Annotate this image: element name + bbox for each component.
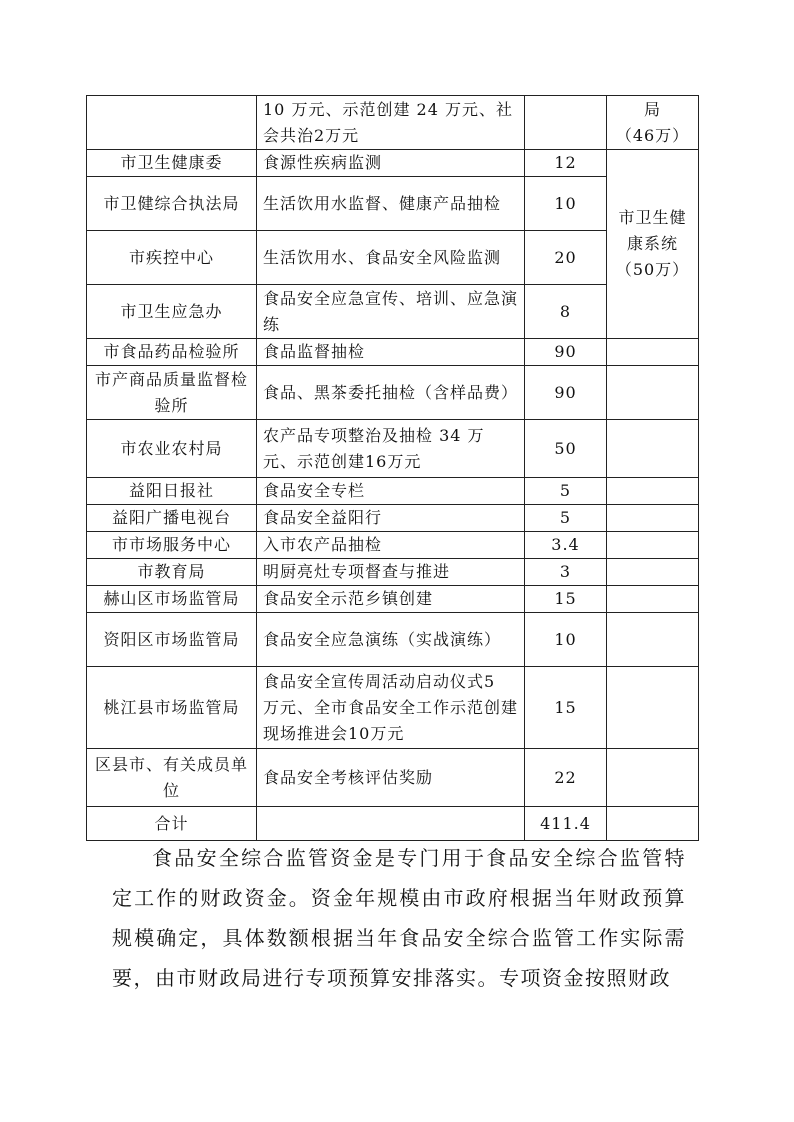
content-cell: 食品安全应急演练（实战演练） [257,613,525,667]
content-cell: 食品安全专栏 [257,478,525,505]
unit-cell: 资阳区市场监管局 [87,613,257,667]
table-row [87,339,699,366]
group-cell [607,559,699,586]
unit-cell: 益阳日报社 [87,478,257,505]
content-cell [257,807,525,841]
unit-cell: 市教育局 [87,559,257,586]
table-row [87,532,699,559]
amount-cell: 3.4 [525,532,607,559]
unit-cell: 市疾控中心 [87,231,257,285]
group-cell [607,532,699,559]
amount-cell: 50 [525,420,607,478]
group-cell [607,420,699,478]
amount-cell: 90 [525,366,607,420]
unit-cell: 市产商品质量监督检验所 [87,366,257,420]
amount-cell: 90 [525,339,607,366]
table-row [87,559,699,586]
content-cell: 食品安全应急宣传、培训、应急演练 [257,285,525,339]
unit-cell: 区县市、有关成员单位 [87,749,257,807]
content-cell: 食品安全考核评估奖励 [257,749,525,807]
unit-cell: 市卫生健康委 [87,150,257,177]
amount-cell: 10 [525,177,607,231]
group-cell [607,807,699,841]
content-cell: 食品安全益阳行 [257,505,525,532]
group-cell: 局 （46万） [607,96,699,150]
table-row-total [87,807,699,841]
group-cell [607,749,699,807]
content-cell: 食品监督抽检 [257,339,525,366]
table-row [87,613,699,667]
unit-cell: 桃江县市场监管局 [87,667,257,749]
content-cell: 食源性疾病监测 [257,150,525,177]
table-row [87,150,699,177]
budget-table [86,95,699,841]
amount-cell: 8 [525,285,607,339]
amount-cell [525,96,607,150]
unit-cell [87,96,257,150]
content-cell: 食品、黑茶委托抽检（含样品费） [257,366,525,420]
table-row [87,667,699,749]
amount-cell: 15 [525,586,607,613]
content-cell: 食品安全示范乡镇创建 [257,586,525,613]
total-amount: 411.4 [525,807,607,841]
table-row [87,366,699,420]
amount-cell: 15 [525,667,607,749]
amount-cell: 5 [525,505,607,532]
unit-cell: 市食品药品检验所 [87,339,257,366]
content-cell: 食品安全宣传周活动启动仪式5 万元、全市食品安全工作示范创建现场推进会10万元 [257,667,525,749]
group-cell [607,505,699,532]
group-cell [607,339,699,366]
total-label: 合计 [87,807,257,841]
table-row [87,96,699,150]
amount-cell: 22 [525,749,607,807]
group-cell [607,586,699,613]
group-cell [607,613,699,667]
content-cell: 入市农产品抽检 [257,532,525,559]
body-paragraph: 食品安全综合监管资金是专门用于食品安全综合监管特定工作的财政资金。资金年规模由市政府根据当年财政预算规模确定，具体数额根据当年食品安全综合监管工作实际需要，由市财政局进行专项预算安排落实。专项资金按照财政 [112,846,686,990]
table-row [87,420,699,478]
health-group-cell: 市卫生健康系统 （50万） [607,150,699,339]
content-cell: 生活饮用水监督、健康产品抽检 [257,177,525,231]
content-cell: 生活饮用水、食品安全风险监测 [257,231,525,285]
table-row [87,505,699,532]
content-cell: 明厨亮灶专项督查与推进 [257,559,525,586]
table-row [87,586,699,613]
amount-cell: 12 [525,150,607,177]
unit-cell: 赫山区市场监管局 [87,586,257,613]
table-row [87,478,699,505]
table-row [87,749,699,807]
group-cell [607,366,699,420]
group-cell [607,478,699,505]
content-cell: 农产品专项整治及抽检 34 万元、示范创建16万元 [257,420,525,478]
amount-cell: 3 [525,559,607,586]
group-cell [607,667,699,749]
unit-cell: 益阳广播电视台 [87,505,257,532]
amount-cell: 10 [525,613,607,667]
unit-cell: 市卫健综合执法局 [87,177,257,231]
amount-cell: 5 [525,478,607,505]
unit-cell: 市农业农村局 [87,420,257,478]
unit-cell: 市市场服务中心 [87,532,257,559]
content-cell: 10 万元、示范创建 24 万元、社会共治2万元 [257,96,525,150]
unit-cell: 市卫生应急办 [87,285,257,339]
amount-cell: 20 [525,231,607,285]
